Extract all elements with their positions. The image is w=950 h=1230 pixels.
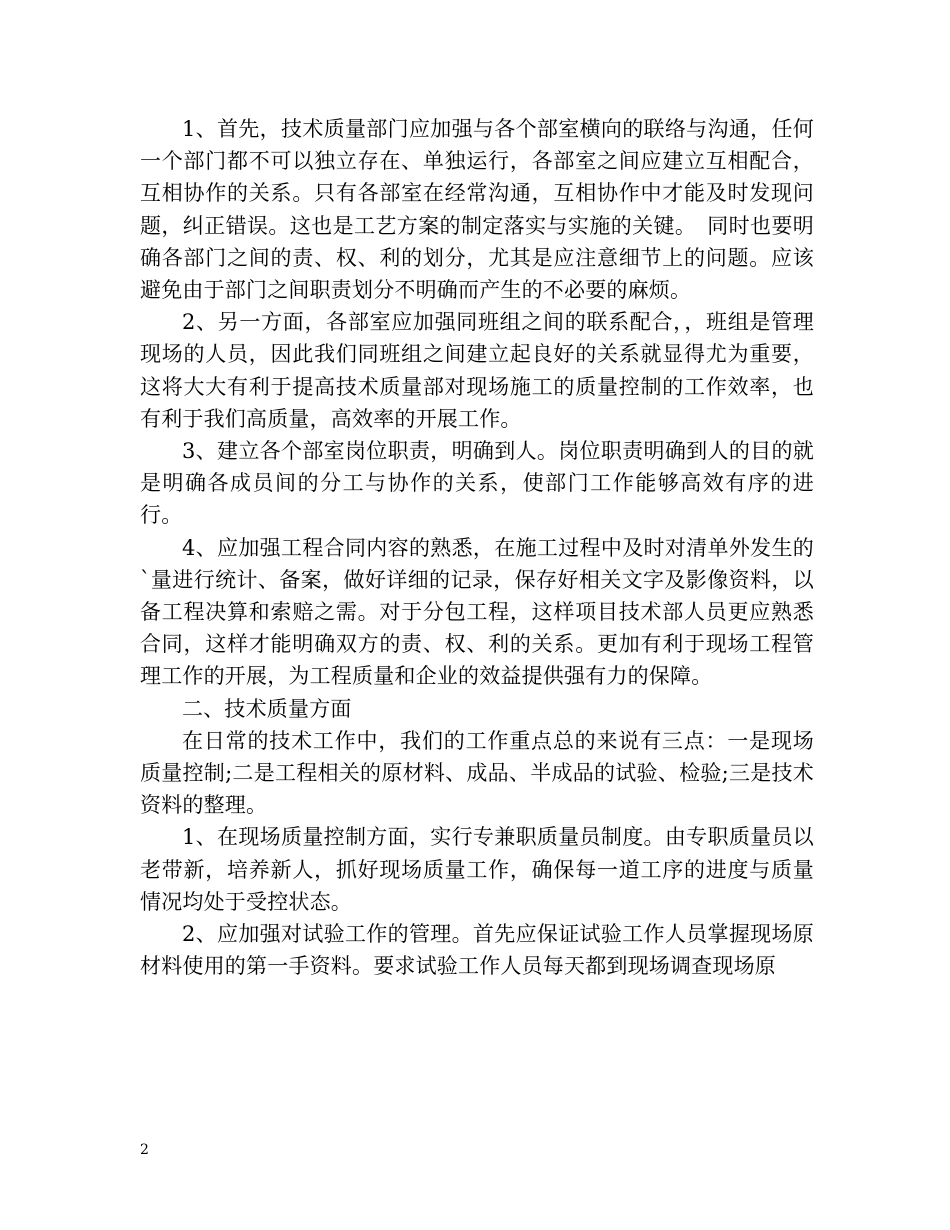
paragraph-team-cooperation: 2、另一方面，各部室应加强同班组之间的联系配合，，班组是管理现场的人员，因此我们同班组之间建立起良好的关系就显得尤为重要，这将大大有利于提高技术质量部对现场施工的质量控制的工作效率，也有利于我们高质量，高效率的开展工作。 — [140, 310, 814, 431]
paragraph-work-focus: 在日常的技术工作中，我们的工作重点总的来说有三点：一是现场质量控制;二是工程相关的原材料、成品、半成品的试验、检验;三是技术资料的整理。 — [140, 728, 814, 818]
paragraph-coordination: 1、首先，技术质量部门应加强与各个部室横向的联络与沟通，任何一个部门都不可以独立存在、单独运行，各部室之间应建立互相配合，互相协作的关系。只有各部室在经常沟通，互相协作中才能及时发现问题，纠正错误。这也是工艺方案的制定落实与实施的关键。 同时也要明确各部门之间的责、权、利的划分，尤其是应注意细节上的问题。应该避免由于部门之间职责划分不明确而产生的不必要的麻烦。 — [140, 117, 814, 303]
paragraph-site-quality-control: 1、在现场质量控制方面，实行专兼职质量员制度。由专职质量员以老带新，培养新人，抓好现场质量工作，确保每一道工序的进度与质量情况均处于受控状态。 — [140, 825, 814, 914]
paragraph-testing-management: 2、应加强对试验工作的管理。首先应保证试验工作人员掌握现场原材料使用的第一手资料。要求试验工作人员每天都到现场调查现场原 — [140, 922, 814, 979]
page-number: 2 — [140, 1142, 149, 1158]
body-text — [140, 113, 814, 982]
paragraph-job-responsibility: 3、建立各个部室岗位职责，明确到人。岗位职责明确到人的目的就是明确各成员间的分工与协作的关系，使部门工作能够高效有序的进行。 — [140, 439, 814, 528]
section-heading-technical-quality: 二、技术质量方面 — [182, 696, 352, 721]
paragraph-contract: 4、应加强工程合同内容的熟悉，在施工过程中及时对清单外发生的`量进行统计、备案，做好详细的记录，保存好相关文字及影像资料，以备工程决算和索赔之需。对于分包工程，这样项目技术部人员更应熟悉合同，这样才能明确双方的责、权、利的关系。更加有利于现场工程管理工作的开展，为工程质量和企业的效益提供强有力的保障。 — [140, 535, 814, 689]
